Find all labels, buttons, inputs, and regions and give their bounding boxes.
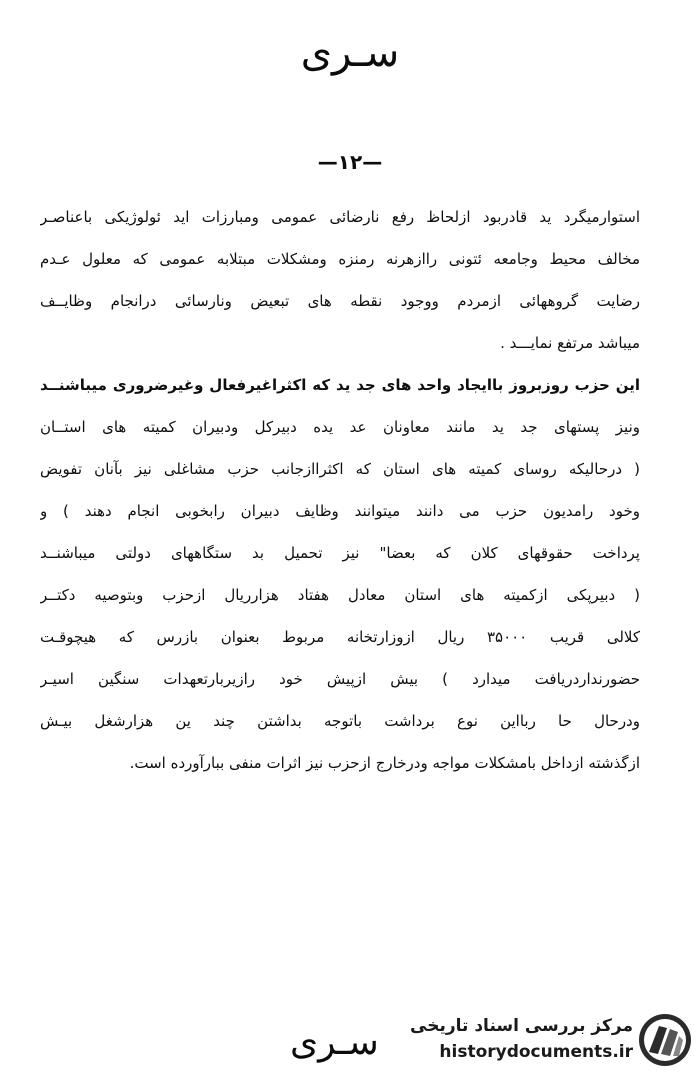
- body-line: حضورنداردریافت میدارد ) بیش ازپیش خود رازیربارتعهدات سنگین اسیـر: [40, 670, 640, 688]
- body-line: مخالف محیط وجامعه ئتونی راازهرنه رمنزه ومشکلات مبتلابه عمومی که معلول عـدم: [40, 250, 640, 268]
- body-line: پرداخت حقوقهای کلان که بعضا" نیز تحمیل بد ستگاههای دولتی میباشنــد: [40, 544, 640, 562]
- classification-footer: سـری: [290, 1022, 379, 1063]
- body-line: میباشد مرتفع نمایـــد .: [500, 334, 640, 352]
- body-line: این حزب روزبروز باایجاد واحد های جد ید که اکثراغیرفعال وغیرضروری میباشنــد: [40, 376, 640, 394]
- body-line: ( دبیرپکی ازکمیته های استان معادل هفتاد هزارریال ازحزب وبتوصیه دکتــر: [40, 586, 640, 604]
- watermark-url: historydocuments.ir: [439, 1042, 633, 1062]
- watermark: [405, 1012, 695, 1070]
- body-line: وخود رامدیون حزب می دانند میتوانند وظایف دبیران رابخوبی انجام دهند ) و: [40, 502, 640, 520]
- archive-logo-icon: [637, 1012, 693, 1068]
- classification-header: سـری: [300, 30, 400, 76]
- body-line: کلالی قریب ۳۵۰۰۰ ریال ازوزارتخانه مربوط بعنوان بازرس که هیچوقـت: [40, 628, 640, 646]
- body-line: ودرحال حا ربااین نوع برداشت باتوجه بداشتن چند ین هزارشغل بیـش: [40, 712, 640, 730]
- body-text: [40, 196, 640, 784]
- watermark-title: مرکز بررسی اسناد تاریخی: [410, 1016, 633, 1036]
- body-line: ازگذشته ازداخل بامشکلات مواجه ودرخارج ازحزب نیز اثرات منفی ببارآورده است.: [129, 754, 640, 772]
- page-number: —۱۲—: [317, 150, 383, 174]
- body-line: رضایت گروههائی ازمردم ووجود نقطه های تبعیض ونارسائی درانجام وظایــف: [40, 292, 640, 310]
- body-line: ( درحالیکه روسای کمیته های استان که اکثراازجانب حزب مشاغلی نیز بآنان تفویض: [40, 460, 640, 478]
- body-line: استوارمیگرد ید قادربود ازلحاظ رفع نارضائی عمومی ومبارزات اید ئولوژیکی باعناصـر: [40, 208, 640, 226]
- body-line: ونیز پستهای جد ید مانند معاونان عد یده دبیرکل ودبیران کمیته های استــان: [40, 418, 640, 436]
